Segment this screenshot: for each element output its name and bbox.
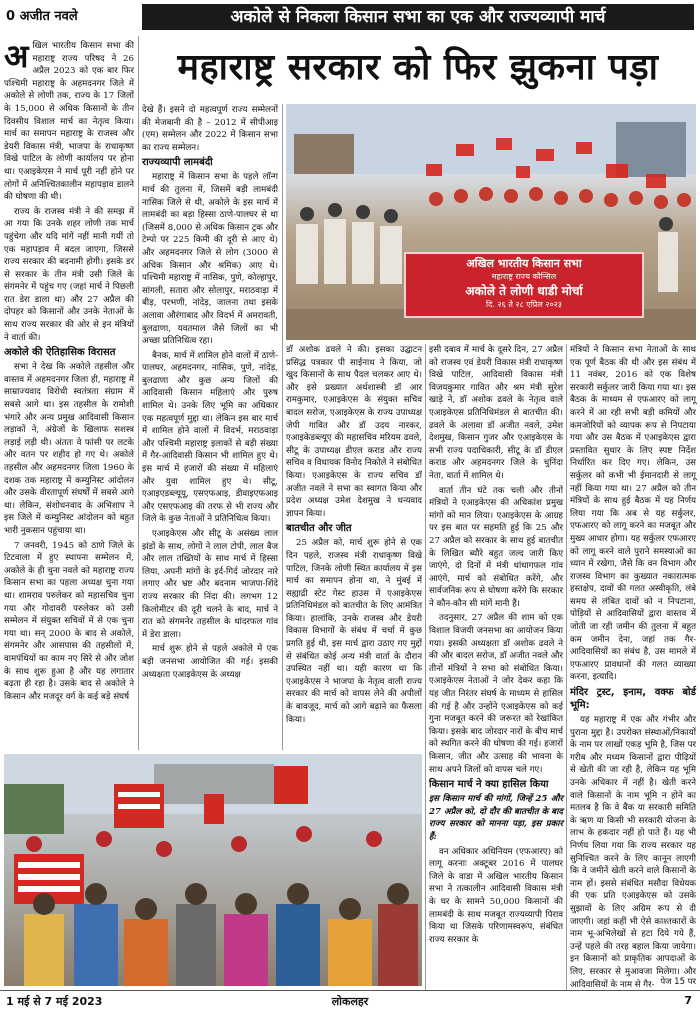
column-divider — [425, 344, 426, 990]
kicker-headline: अकोले से निकला किसान सभा का एक और राज्यव्यापी मार्च — [142, 4, 694, 30]
subheading: बातचीत और जीत — [286, 523, 352, 535]
banner-line-2: महाराष्ट्र राज्य कौन्सिल — [491, 272, 557, 281]
subheading: किसान मार्च ने क्या हासिल किया — [429, 779, 549, 791]
column-divider — [566, 344, 567, 990]
subheading: राज्यव्यापी लामबंदी — [142, 157, 213, 169]
page-number: 7 — [684, 994, 692, 1007]
paragraph: इसी दबाव में मार्च के दूसरे दिन, 27 अप्रैल को राजस्व एवं डेयरी विकास मंत्री राधाकृष्ण विखे पाटिल, आदिवासी विकास मंत्री विजयकुमार गावित और श्रम मंत्री सुरेश खाड़े ने, डॉ अशोक ढवले के नेतृत्व वाले एआइकेएस प्रतिनिधिमंडल से बातचीत की। ढवले के अलावा डॉ अजीत नवले, उमेश देशमुख, किसान गुजर और एआइकेएस के सभी राज्य पदाधिकारी, सीटू के डॉ डीएल कराड और अहमदनगर जिले के चुनिंदा नेता, वार्ता में शामिल थे। — [429, 345, 563, 481]
continued-note: पेज 15 पर — [660, 977, 696, 987]
paragraph: देखे हैं। इसने दो महत्वपूर्ण राज्य सम्मेलनों की मेजबानी की है – 2012 में सीपीआइ (एम) सम्मेलन और 2022 में किसान सभा का राज्य सम्मेलन। — [142, 105, 278, 153]
column-divider — [282, 104, 283, 750]
banner-line-3: अकोले ते लोणी धाडी मोर्चा — [465, 284, 583, 298]
article-column-1 — [4, 37, 134, 750]
march-banner — [404, 252, 644, 318]
marchers-illustration — [4, 754, 422, 986]
issue-date: 1 मई से 7 मई 2023 — [6, 995, 103, 1008]
subheading: अकोले की ऐतिहासिक विरासत — [4, 347, 116, 359]
paragraph: 25 अप्रैल को, मार्च शुरू होने से एक दिन पहले, राजस्व मंत्री राधाकृष्ण विखे पाटिल, जिनके लोणी स्थित कार्यालय में इस मार्च का समापन होना था, ने मुंबई में सह्याद्री स्टेट गेस्ट हाउस में एआइकेएस प्रतिनिधिमंडल को बातचीत के लिए आमंत्रित किया। हालांकि, उनके राजस्व और डेयरी विकास विभागों के संबंध में चर्चा में कुछ प्रगति हुई थी, इस मार्च द्वारा उठाए गए मुद्दों से संबंधित कोई अन्य मंत्री वार्ता के दौरान उपस्थित नहीं था। यही कारण था कि एआइकेएस ने भाजपा के नेतृत्व वाली राज्य सरकार की मार्च को वापस लेने की अपीलों के बावजूद, मार्च को आगे बढ़ाने का फैसला किया। — [286, 538, 422, 725]
paragraph: 7 जनवरी, 1945 को ठाणे जिले के टिटवाला में हुए स्थापना सम्मेलन में, अकोले के ही चुना नवले को महाराष्ट्र राज्य किसान सभा का पहला अध्यक्ष चुना गया था। शामराव परुलेकर को महासचिव चुना गया और गोदावरी परुलेकर को उसी सम्मेलन में संयुक्त सचिवों में से एक चुना गया था। सन् 2000 के बाद से अकोले, संगमनेर और आसपास की तहसीलों में, वामपंथियों का काम नए सिरे से और जोश के साथ शुरू हुआ है और यह लगातार बढ़ता ही रहा है। उसके बाद से अकोले ने किसान और मजदूर वर्ग के कई बड़े संघर्ष — [4, 540, 134, 702]
paragraph: यह महाराष्ट्र में एक और गंभीर और पुराना मुद्दा है। उपरोक्त संस्थाओं/निकायों के नाम पर लाखों एकड़ भूमि है, जिस पर गरीब और मध्यम किसानों द्वारा पीढ़ियों से खेती की जा रही है, लेकिन यह भूमि उनके अधिकार में नहीं है। खेती करने वाले किसानों के नाम भूमि न होने का मतलब है कि वे बैंक या सरकारी समिति के ऋण या किसी भी सरकारी योजना के लाभ के हकदार नहीं हो पाते हैं। यह भी निर्णय लिया गया कि राज्य सरकार यह सुनिश्चित करने के लिए कानून लाएगी कि वे जमीनें खेती करने वाले किसानों के नाम हों। इससे संबंधित मसौदा विधेयक की एक प्रति एआइकेएस को उसके सुझावों के लिए अग्रिम रूप से दी जाएगी। जहां कहीं भी ऐसे काश्तकारों के नाम भू-अभिलेखों से हटा दिये गये हैं, उन्हें पहले की तरह बहाल किया जायेगा। इन किसानों को प्राकृतिक आपदाओं के लिए, सरकार से मुआवजा मिलेगा। और आदिवासियों के नाम से गैर- — [570, 715, 696, 990]
paragraph: वार्ता तीन घंटे तक चली और तीनों मंत्रियों ने एआइकेएस की अधिकांश प्रमुख मांगों को मान लिया। एआइकेएस के आग्रह पर इस बात पर सहमति हुई कि 25 और 27 अप्रैल को सरकार के साथ हुई बातचीत के लिखित ब्यौरे बहुत जल्द जारी किए जाएंगे, दो दिनों में मंत्री धांधागफल गांव आएंगे, मार्च को संबोधित करेंगे, और सार्वजनिक रूप से घोषणा करेंगे कि सरकार ने कौन-कौन सी मांगें मानी हैं। — [429, 485, 563, 609]
paragraph: सभा ने देख कि अकोले तहसील और वास्तव में अहमदनगर जिला ही, महाराष्ट्र में साम्राज्यवाद विरोधी स्वतंत्रता संग्राम में सबसे आगे था। इस तहसील के रामोशी भंगारे और अन्य प्रमुख आदिवासी किसान लड़ाकों ने, अंग्रेजों के खिलाफ सशस्त्र लड़ाई लड़ी थी। अंततः वे फांसी पर लटके और वतन पर शहीद हो गए थे। अकोले तहसील और अहमदनगर जिला 1960 के दशक तक महाराष्ट्र में कम्युनिस्ट आंदोलन और उसके वीरतापूर्ण संघर्षों में सबसे आगे था। लेकिन, संशोधनवाद के अभिशाप ने इस जिले में कम्युनिस्ट आंदोलन को बहुत भारी नुकसान पहुंचाया था। — [4, 362, 134, 536]
author-byline: 0 अजीत नवले — [6, 9, 78, 24]
banner-line-1: अखिल भारतीय किसान सभा — [466, 257, 582, 270]
march-photo-bottom — [4, 754, 422, 986]
main-headline: महाराष्ट्र सरकार को फिर झुकना पड़ा — [177, 47, 659, 88]
paragraph: एआइकेएस और सीटू के असंख्य लाल झंडों के साथ, लोगों ने लाल टोपी, लाल बैज और लाल तख्तियों के साथ मार्च में हिस्सा लिया, अपनी मांगों के इर्द-गिर्द जोरदार नारे लगाए और भ्रष्ट और बदनाम भाजपा-शिंदे राज्य सरकार की निंदा की। लगभग 12 किलोमीटर की दूरी चलने के बाद, मार्च ने रात को संगमनेर तहसील के धांदरफल गांव में डेरा डाला। — [142, 529, 278, 640]
paragraph: राज्य के राजस्व मंत्री ने की समझ में आ गया कि उनके शहर लोणी तक मार्च पहुंचेगा और यदि मांगें नहीं मानी गयीं तो एक महापड़ाव में बदल जाएगा, जिससे राज्य सरकार की बदनामी होगी। इसके डर से सरकार के तीन मंत्री उसी जिले के संगमनेर में पहुंच गए (जहां मार्च ने पिछली रात डेरा डाला था) और 27 अप्रैल की दोपहर को किसानों और उनके नेताओं के साथ राज्य सरकार की ओर से इन मंत्रियों ने वार्ता की। — [4, 206, 134, 343]
drop-cap: अ — [4, 37, 29, 75]
article-column-2 — [142, 104, 278, 750]
paragraph: खिल भारतीय किसान सभा की महाराष्ट्र राज्य परिषद ने 26 अप्रैल 2023 को एक बार फिर पश्चिमी महाराष्ट्र के अहमदनगर जिले में अकोले से लोणी तक, राज्य के 17 जिलों के 15,000 से अधिक किसानों के तीन दिवसीय विशाल मार्च का नेतृत्व किया। मार्च का समापन महाराष्ट्र के राजस्व और डेयरी विकास मंत्री, भाजपा के राधाकृष्ण विखे पाटिल के लोणी कार्यालय पर होना था। एआइकेएस ने मार्च पूरी नहीं होने पर लोगों में अनिश्चितकालीन महापड़ाव डालने की घोषणा की थी। — [4, 41, 134, 203]
article-column-3 — [286, 344, 422, 750]
paragraph: बैनक, मार्च में शामिल होने वालों में ठाणे-पालघर, अहमदनगर, नासिक, पुणे, नांदेड़, बुलढाणा और कुछ अन्य जिलों की आदिवासी किसान महिलाएं और पुरुष शामिल थे। उनके लिए भूमि का अधिकार एक महत्वपूर्ण मुद्दा था। लेकिन इस बार मार्च में शामिल होने वालों में विदर्भ, मराठवाड़ा और पश्चिमी महाराष्ट्र इलाकों से बड़ी संख्या में गैर-आदिवासी किसान भी शामिल हुए थे। इस मार्च में हजारों की संख्या में महिलाएं और युवा शामिल हुए थे। सीटू, एआइएडब्ल्यूयू, एसएफआइ, डीवाइएफआइ और एसएफआइ की तरफ से भी राज्य और जिले के कुछ नेताओं ने प्रतिनिधित्व किया। — [142, 350, 278, 525]
intro-italic: इस किसान मार्च की मांगों, जिन्हें 25 और 27 अप्रैल को, दो दौर की बातचीत के बाद राज्य सरकार को मानना पड़ा, इस प्रकार हैं: — [429, 794, 563, 842]
footer-rule — [0, 990, 700, 991]
paragraph: तदनुसार, 27 अप्रैल की शाम को एक विशाल विजयी जनसभा का आयोजन किया गया। इसकी अध्यक्षता डॉ अशोक ढवले ने की और बादल सरोज, डॉ अजीत नवले और तीनों मंत्रियों ने सभा को संबोधित किया। एआइकेएस नेताओं ने जोर देकर कहा कि यह जीत निरंतर संघर्ष के माध्यम से हासिल की गई है और उन्होंने एआइकेएस को कई गुना मजबूत करने की जरूरत को रेखांकित किया। इसके बाद जोरदार नारों के बीच मार्च को स्थगित करने की घोषणा की गई। हजारों किसान, जीत और उत्साह की भावना के साथ अपने जिलों को वापस चले गए। — [429, 613, 563, 775]
publication-name: लोकलहर — [331, 995, 369, 1008]
paragraph: मार्च शुरू होने से पहले अकोले में एक बड़ी जनसभा आयोजित की गई। इसकी अध्यक्षता एआइकेएस के अध्यक्ष — [142, 644, 278, 680]
paragraph: वन अधिकार अधिनियम (एफआरए) को लागू करनाः अक्टूबर 2016 में पालघर जिले के वाडा में अखिल भारतीय किसान सभा ने तत्कालीन आदिवासी विकास मंत्री के घर के सामने 50,000 किसानों की लामबंदी के साथ मजबूत राज्यव्यापी पिराव किया था जिसके परिणामस्वरूप, संबंधित राज्य सरकार के — [429, 846, 563, 945]
article-column-4 — [429, 344, 563, 984]
paragraph: डॉ अशोक ढवले ने की। इसका उद्घाटन प्रसिद्ध पत्रकार पी साईनाथ ने किया, जो खुद किसानों के साथ पैदल चलकर आए थे। और इसे प्रख्यात अर्थशास्त्री डॉ आर रामकुमार, एआइकेएस के संयुक्त सचिव बादल सरोज, एआइकेएस के राज्य उपाध्यक्ष जेपी गावित और डॉ उदय नारकर, एआइकेडब्ल्यूए की महासचिव मरियम ढवले, सीटू के उपाध्यक्ष डीएल कराड और राज्य सचिव व विधायक विनोद निकोले ने संबोधित किया। एआइकेएस के राज्य सचिव डॉ अजीत नवले ने सभा का स्वागत किया और प्रदेश अध्यक्ष उमेश देशमुख ने धन्यवाद ज्ञापन किया। — [286, 345, 422, 519]
paragraph: महाराष्ट्र में किसान सभा के पहले लॉन्ग मार्च की तुलना में, जिसमें बड़ी लामबंदी नासिक जिले से थी, अकोले के इस मार्च में लामबंदी का बड़ा हिस्सा ठाणे-पालघर से था (जिसमें 8,000 से अधिक किसान ट्रक और टेम्पो पर 225 किमी की दूरी से आए थे) और अहमदनगर जिले से लोग (3000 से अधिक किसान और श्रमिक) आए थे। पश्चिमी महाराष्ट्र में नासिक, पुणे, कोल्हापुर, सांगली, सतारा और सोलापुर, मराठवाड़ा में बीड़, परभणी, नांदेड़, जालना तथा इसके अलावा औरंगाबाद और विदर्भ में अमरावती, बुलढाणा, यवतमाल जैसे जिलों का भी अच्छा प्रतिनिधित्व रहा। — [142, 172, 278, 347]
subheading: मंदिर ट्रस्ट, इनाम, वक्फ बोर्ड भूमि: — [570, 687, 696, 712]
banner-line-4: दि. २६ ते २८ एप्रिल २०२३ — [486, 300, 562, 309]
paragraph: मंत्रियों ने किसान सभा नेताओं के साथ एक पूर्ण बैठक की थी और इस संबंध में 11 नवंबर, 2016 को एक विशेष सरकारी सर्कुलर जारी किया गया था। इस बैठक के माध्यम से एफआरए को लागू करने में आ रही सभी बड़ी कमियों और कमजोरियों को व्यापक रूप से निपटाया गया और उस बैठक में एआइकेएस द्वारा प्रस्तावित सुधार के लिए स्पष्ट निर्देश निर्धारित कर दिए गए। लेकिन, उस सर्कुलर को कभी भी ईमानदारी से लागू नहीं किया गया था। 27 अप्रैल को तीन मंत्रियों के साथ हुई बैठक में यह निर्णय लिया गया कि अब से यह सर्कुलर, एफआरए को लागू करने का मजबूत और मुख्य आधार होगा। यह सर्कुलर एफआरए को लागू करने वाले पुराने समस्याओं का ध्यान में रखेगा, जैसे कि वन विभाग और राजस्व विभाग का कुख्यात नकारात्मक हस्तक्षेप, दावों की गलत अस्वीकृति, लंबे समय से लंबित दावों को न निपटाना, पोड़ियों से आदिवासियों द्वारा वास्तव में जोती जा रही जमीन की तुलना में बहुत कम जमीन देना, जहां तक गैर-आदिवासियों का संबंध है, उस मामले में एफआरए प्रावधानों की गलत व्याख्या करना, इत्यादि। — [570, 345, 696, 683]
column-divider — [138, 36, 139, 750]
march-photo-top — [286, 104, 696, 340]
